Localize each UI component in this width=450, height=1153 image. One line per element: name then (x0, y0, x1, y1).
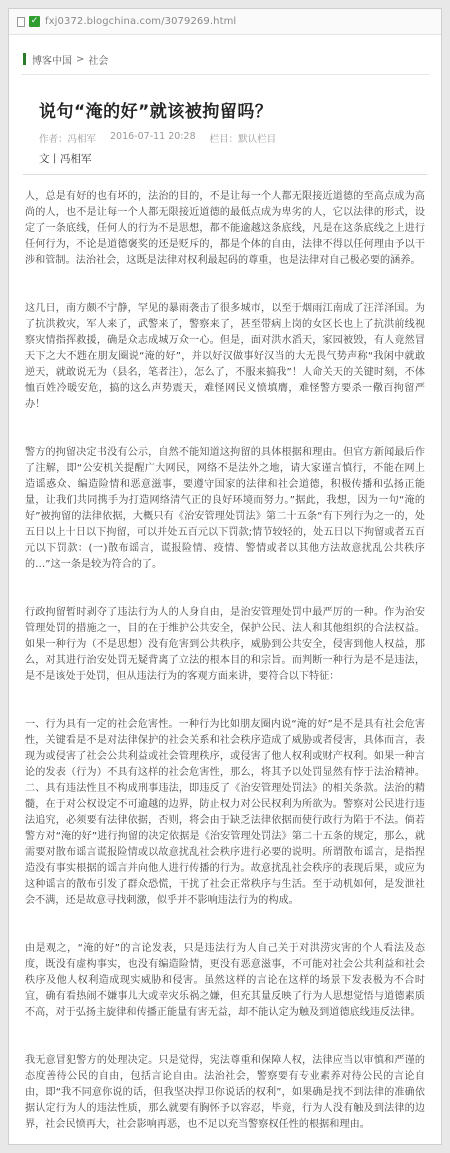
paragraph-4: 行政拘留暂时剥夺了违法行为人的人身自由，是治安管理处罚中最严厉的一种。作为治安管理处罚的措施之一，目的在于维护公共安全，保护公民、法人和其他组织的合法权益。如果一种行为（不是思想）没有危害到公共秩序，威胁到公共安全，侵害到他人权益，那么，对其进行治安处罚无疑背离了立法的根本目的和宗旨。而判断一种行为是不是违法，是不是该处于处罚，但从违法行为的客观方面来讲，要符合以下特征： (25, 607, 425, 682)
article-byline: 文丨冯相军 (39, 153, 92, 165)
paragraph-6: 由是观之，“淹的好”的言论发表，只是违法行为人自己关于对洪涝灾害的个人看法及态度，既没有虚构事实，也没有编造险情，更没有恶意滋事，不可能对社会公共利益和社会秩序及他人权利造成现实威胁和侵害。虽然这样的言论在这样的场景下发表极为不合时宜，确有看热闹不嫌事儿大或幸灾乐祸之嫌，但充其量反映了行为人思想觉悟与道德素质不高，对于弘扬主旋律和传播正能量有害无益，却不能认定为触及到道德底线违反法律。 (25, 943, 425, 1018)
breadcrumb-accent (23, 53, 26, 65)
paragraph-7: 我无意冒犯警方的处理决定。只是觉得，宪法尊重和保障人权，法律应当以审慎和严谨的态度善待公民的自由，包括言论自由。法治社会，警察要有专业素养对待公民的言论自由，即“我不同意你说的话，但我坚决捍卫你说话的权利”，如果确是找不到法律的准确依据认定行为人的违法性质，那么就要有胸怀予以容忍，毕竟，行为人没有触及到法律的边界，社会民愤再大，社会影响再恶，也不足以充当警察权任性的根据和理由。 (25, 1055, 425, 1130)
url-text[interactable]: fxj0372.blogchina.com/3079269.html (45, 16, 237, 27)
breadcrumb (23, 49, 441, 69)
meta-column[interactable]: 栏目：默认栏目 (209, 134, 277, 145)
paragraph-3: 警方的拘留决定书没有公示，自然不能知道这拘留的具体根据和理由。但官方新闻最后作了注解，即“公安机关提醒广大网民，网络不是法外之地，请大家谨言慎行，不能在网上造谣惑众、编造险情和恶意滋事，要遵守国家的法律和社会道德，积极传播和弘扬正能量，让我们共同携手为打造网络清气正的良好环境而努力。”据此，我想，因为一句“淹的好”被拘留的法律依据，大概只有《治安管理处罚法》第二十五条“有下列行为之一的，处五日以上十日以下拘留，可以并处五百元以下罚款;情节较轻的，处五日以下拘留或者五百元以下罚款：(一)散布谣言，谎报险情、疫情、警情或者以其他方法故意扰乱公共秩序的…”这一条是较为符合的了。 (25, 447, 425, 570)
article-title: 说句“淹的好”就该被拘留吗？ (39, 102, 273, 122)
page-icon (17, 17, 25, 27)
address-bar[interactable] (9, 9, 441, 35)
paragraph-1: 人，总是有好的也有坏的，法治的目的，不是让每一个人都无限接近道德的至高点成为高尚的人，也不是让每一个人都无限接近道德的最低点成为卑劣的人，它以法律的形式，设定了一条底线，任何人的行为不是思想，都不能逾越这条底线，凡是在这条底线之上进行任何行为，不论是道德褒奖的还是贬斥的，都是个体的自由，法律不得以任何理由予以干涉和管制。法治社会，这既是法律对权利最起码的尊重，也是法律对自己极必要的涵养。 (25, 191, 425, 266)
paragraph-5: 一、行为具有一定的社会危害性。一种行为比如朋友圈内说“淹的好”是不是具有社会危害性，关键看是不是对法律保护的社会关系和社会秩序造成了威胁或者侵害，具体而言，表现为或侵害了社会公共利益或社会管理秩序，或侵害了他人权利或财产权利。如果一种言论的发表（行为）不具有这样的社会危害性，那么，将其予以处罚显然有悖于法治精神。二、具有违法性且不构成刑事违法，即违反了《治安管理处罚法》的相关条款。法治的精髓，在于对公权设定不可逾越的边界，防止权力对公民权利为所欲为。警察对公民进行违法追究，必须要有法律依据，否则，将会由于缺乏法律依据而使行政行为陷于不法。倘若警方对“淹的好”进行拘留的决定依据是《治安管理处罚法》第二十五条的规定，那么，就需要对散布谣言谎报险情或以故意扰乱社会秩序进行必要的说明。所谓散布谣言，是指捏造没有事实根据的谣言并向他人进行传播的行为。故意扰乱社会秩序的表现后果，或应为这种谣言的散布引发了群众恐慌，干扰了社会正常秩序与生活。至于动机如何，是发泄社会不满，还是故意寻找刺激，似乎并不影响违法行为的构成。 (25, 719, 425, 906)
meta-author: 作者：冯相军 (39, 134, 97, 145)
article-body (9, 175, 441, 1133)
paragraph-2: 这几日，南方颇不宁静，罕见的暴雨袭击了很多城市，以至于烟雨江南成了汪洋泽国。为了抗洪救灾，军人来了，武警来了，警察来了，甚至带病上岗的女区长也上了抗洪前线视察灾情指挥救援，确是众志成城万众一心。但是，面对洪水滔天，家园被毁，有人竟然冒天下之大不韪在朋友圈说“淹的好”，并以好汉做事好汉当的大无畏气势声称“我闲中就敢逆天，就敢说无为（县名，笔者注），怎么了，不服来搞我”！人命关天的关键时刻，不体恤百姓冷暖安危，搞的这么声势震天，难怪网民义愤填膺，难怪警方要杀一儆百拘留严办！ (25, 303, 425, 410)
meta-date: 2016-07-11 20:28 (110, 131, 196, 142)
browser-frame (8, 8, 442, 1145)
breadcrumb-section-link[interactable]: 社会 (88, 55, 109, 67)
article-meta (39, 131, 441, 145)
breadcrumb-divider (21, 74, 429, 75)
breadcrumb-separator: > (76, 53, 85, 65)
breadcrumb-home-link[interactable]: 博客中国 (32, 55, 72, 67)
secure-check-icon: ✓ (30, 16, 39, 26)
